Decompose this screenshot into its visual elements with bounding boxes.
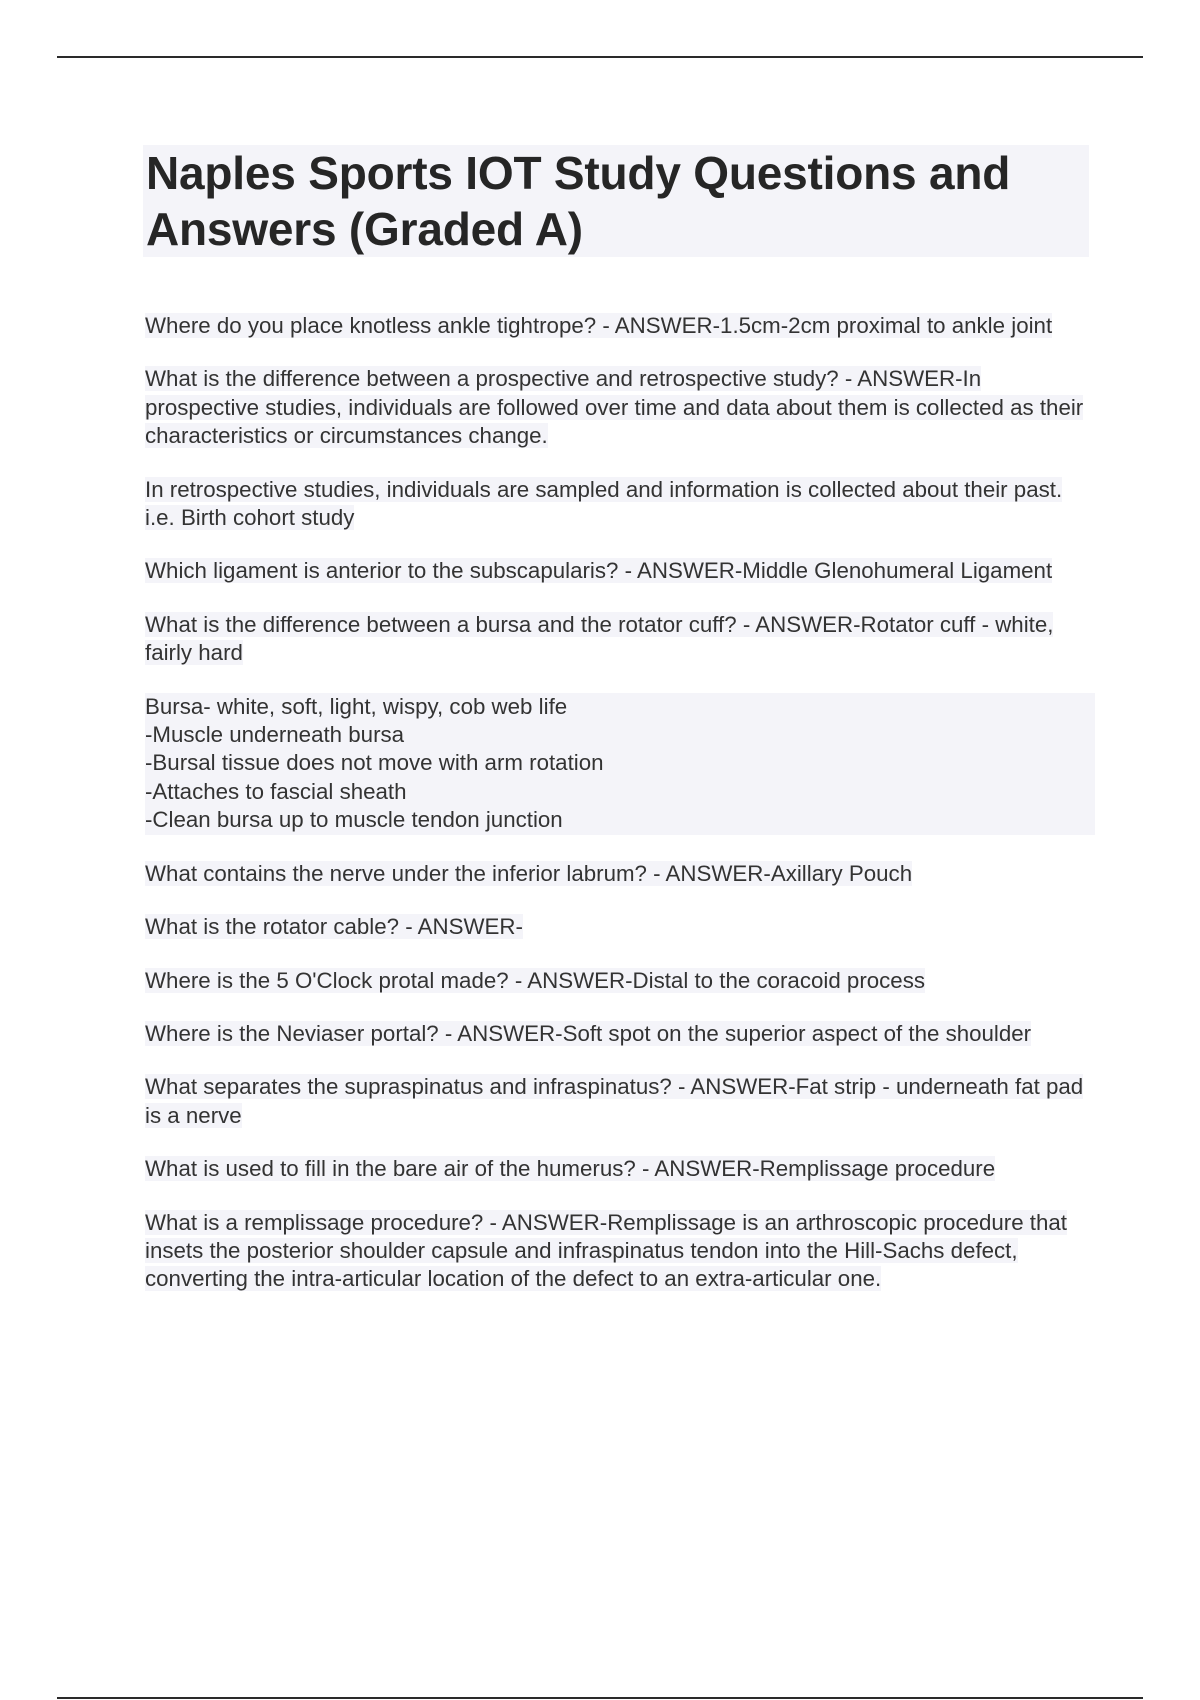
list-item: -Attaches to fascial sheath xyxy=(145,778,1095,806)
qa-paragraph: What is the difference between a bursa and the rotator cuff? - ANSWER-Rotator cuff - white, fairly hard xyxy=(145,611,1054,666)
qa-paragraph: In retrospective studies, individuals are sampled and information is collected about their past. i.e. Birth cohort study xyxy=(145,476,1063,531)
qa-paragraph: What separates the supraspinatus and infraspinatus? - ANSWER-Fat strip - underneath fat pad is a nerve xyxy=(145,1074,1084,1128)
bottom-rule xyxy=(57,1697,1143,1699)
title-block xyxy=(143,145,1089,257)
document-body xyxy=(145,312,1095,1319)
qa-paragraph: What is used to fill in the bare air of the humerus? - ANSWER-Remplissage procedure xyxy=(145,1156,996,1182)
qa-paragraph: What is the rotator cable? - ANSWER- xyxy=(145,914,523,940)
page-title: Naples Sports IOT Study Questions and Answers (Graded A) xyxy=(146,147,1011,255)
list-item: -Muscle underneath bursa xyxy=(145,721,1095,749)
qa-paragraph: Where is the 5 O'Clock protal made? - ANSWER-Distal to the coracoid process xyxy=(145,967,925,993)
bursa-list xyxy=(145,693,1095,835)
list-item: -Bursal tissue does not move with arm rotation xyxy=(145,749,1095,777)
list-item: Bursa- white, soft, light, wispy, cob web life xyxy=(145,693,1095,721)
top-rule xyxy=(57,56,1143,58)
qa-paragraph: Where do you place knotless ankle tightrope? - ANSWER-1.5cm-2cm proximal to ankle joint xyxy=(145,313,1053,338)
qa-paragraph: What is a remplissage procedure? - ANSWER-Remplissage is an arthroscopic procedure that insets the posterior shoulder capsule and infraspinatus tendon into the Hill-Sachs defect, converting the intra-articular location of the defect to an extra-articular one. xyxy=(145,1209,1067,1292)
list-item: -Clean bursa up to muscle tendon junction xyxy=(145,806,1095,834)
qa-paragraph: Where is the Neviaser portal? - ANSWER-Soft spot on the superior aspect of the shoulder xyxy=(145,1020,1032,1046)
qa-paragraph: Which ligament is anterior to the subscapularis? - ANSWER-Middle Glenohumeral Ligament xyxy=(145,558,1053,584)
qa-paragraph: What contains the nerve under the inferior labrum? - ANSWER-Axillary Pouch xyxy=(145,860,913,886)
qa-paragraph: What is the difference between a prospective and retrospective study? - ANSWER-In prospective studies, individuals are followed over time and data about them is collected as their characteristics or circumstances change. xyxy=(145,366,1084,449)
